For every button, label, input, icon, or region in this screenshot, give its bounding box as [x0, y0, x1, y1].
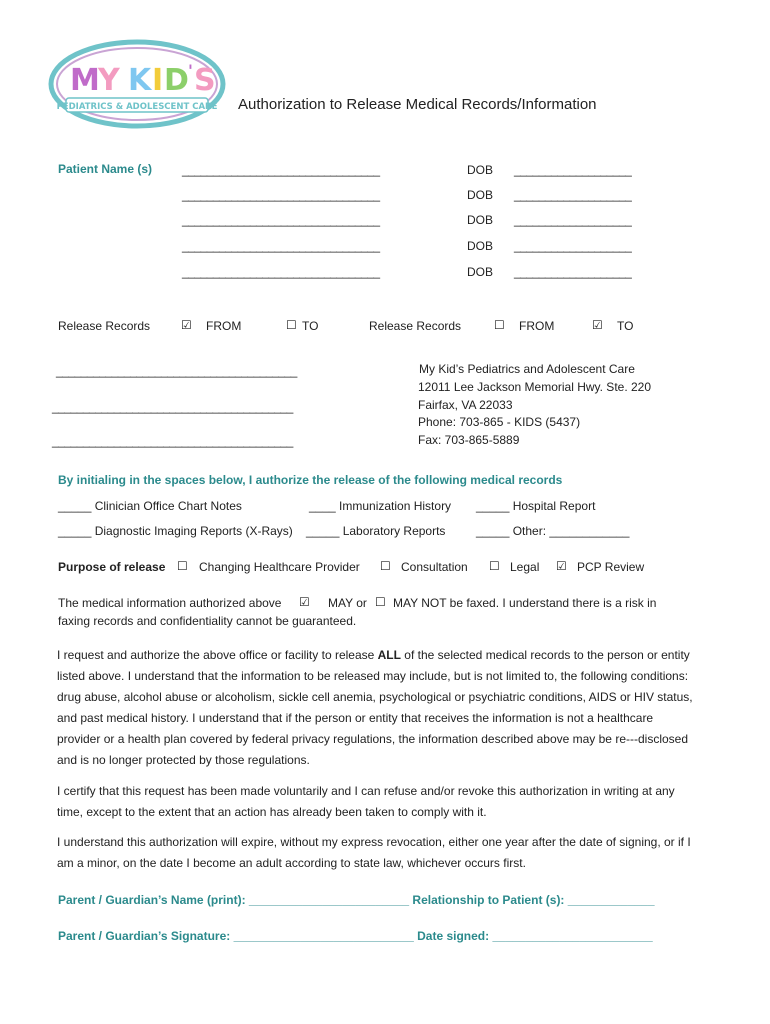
fax-maynot-checkbox[interactable]: ☐ — [375, 595, 386, 609]
release-to-label-right: TO — [617, 319, 634, 333]
svg-text:M: M — [70, 63, 100, 98]
authorization-paragraph: I request and authorize the above office or facility to release ALL of the selected medical records to the person or entity listed above. I understand that the information to be released may include, but is not limited to, the following conditions: drug abuse, alcohol abuse or alcoholism, sickle cell anemia, psychological or psychiatric conditions, AIDS or HIV status, and past medical history. I understand that if the person or entity that receives the information is not a healthcare provider or a health plan covered by federal privacy regulations, the information described above may be re---disclosed and is no longer protected by those regulations. — [57, 648, 693, 767]
dob-label-3: DOB — [467, 213, 494, 227]
purpose-pcp-checkbox[interactable]: ☑ — [556, 559, 567, 573]
svg-text:D: D — [164, 63, 189, 98]
dob-field-1[interactable]: ___________________ — [514, 163, 632, 177]
dob-label-5: DOB — [467, 265, 494, 279]
recipient-line-1[interactable]: _______________________________________ — [56, 364, 297, 378]
svg-text:S: S — [194, 63, 216, 98]
release-to-label-left: TO — [302, 319, 319, 333]
svg-text:K: K — [128, 63, 152, 98]
svg-text:I: I — [152, 63, 164, 98]
svg-text:PEDIATRICS & ADOLESCENT CARE: PEDIATRICS & ADOLESCENT CARE — [56, 102, 218, 112]
practice-name: My Kid’s Pediatrics and Adolescent Care — [419, 362, 635, 376]
practice-fax: Fax: 703-865-5889 — [418, 433, 520, 447]
purpose-consultation-checkbox[interactable]: ☐ — [380, 559, 391, 573]
dob-label-4: DOB — [467, 239, 494, 253]
guardian-name-line[interactable]: Parent / Guardian’s Name (print): ________________________ Relationship to Patient (s): _____________ — [58, 893, 655, 907]
release-records-label-right: Release Records — [369, 319, 462, 333]
patient-name-field-4[interactable]: ________________________________ — [182, 239, 380, 253]
fax-statement-line2: faxing records and confidentiality cannot be guaranteed. — [58, 614, 357, 628]
practice-city: Fairfax, VA 22033 — [418, 398, 513, 412]
purpose-legal-checkbox[interactable]: ☐ — [489, 559, 500, 573]
guardian-signature-line[interactable]: Parent / Guardian’s Signature: ___________________________ Date signed: ________________________ — [58, 929, 653, 943]
release-from-checkbox-left[interactable]: ☑ — [181, 318, 192, 332]
dob-field-5[interactable]: ___________________ — [514, 265, 632, 279]
recipient-line-3[interactable]: _______________________________________ — [52, 434, 293, 448]
patient-name-field-1[interactable]: ________________________________ — [182, 163, 380, 177]
expiration-paragraph: I understand this authorization will expire, without my express revocation, either one year after the date of signing, or if I am a minor, on the date I become an adult according to state law, whichever occurs first. — [57, 835, 691, 870]
release-to-checkbox-left[interactable]: ☐ — [286, 318, 297, 332]
patient-name-field-3[interactable]: ________________________________ — [182, 213, 380, 227]
practice-phone: Phone: 703-865 - KIDS (5437) — [418, 415, 581, 429]
dob-field-2[interactable]: ___________________ — [514, 188, 632, 202]
fax-may-label: MAY or — [328, 596, 367, 610]
record-item-hospital-report[interactable]: _____ Hospital Report — [476, 499, 596, 513]
fax-may-checkbox[interactable]: ☑ — [299, 595, 310, 609]
patient-name-field-2[interactable]: ________________________________ — [182, 188, 380, 202]
svg-text:Y: Y — [98, 63, 120, 98]
record-item-imaging[interactable]: _____ Diagnostic Imaging Reports (X-Rays) — [58, 524, 293, 538]
practice-logo — [48, 38, 226, 130]
patient-name-label: Patient Name (s) — [58, 162, 153, 176]
fax-statement-prefix: The medical information authorized above — [58, 596, 282, 610]
practice-street: 12011 Lee Jackson Memorial Hwy. Ste. 220 — [418, 380, 652, 394]
purpose-provider-checkbox[interactable]: ☐ — [177, 559, 188, 573]
record-item-chart-notes[interactable]: _____ Clinician Office Chart Notes — [58, 499, 242, 513]
record-item-other[interactable]: _____ Other: ____________ — [476, 524, 630, 538]
record-item-laboratory[interactable]: _____ Laboratory Reports — [306, 524, 446, 538]
dob-label-1: DOB — [467, 163, 494, 177]
dob-field-3[interactable]: ___________________ — [514, 213, 632, 227]
dob-label-2: DOB — [467, 188, 494, 202]
purpose-provider-label: Changing Healthcare Provider — [199, 560, 360, 574]
page-title: Authorization to Release Medical Records/Information — [238, 96, 597, 113]
purpose-consultation-label: Consultation — [401, 560, 468, 574]
voluntary-paragraph: I certify that this request has been made voluntarily and I can refuse and/or revoke this authorization in writing at any time, except to the extent that an action has already been taken to comply with it. — [57, 784, 675, 819]
release-from-checkbox-right[interactable]: ☐ — [494, 318, 505, 332]
recipient-line-2[interactable]: _______________________________________ — [52, 400, 293, 414]
records-heading: By initialing in the spaces below, I authorize the release of the following medical records — [58, 473, 563, 487]
release-from-label-left: FROM — [206, 319, 242, 333]
fax-maynot-label: MAY NOT be faxed. I understand there is a risk in — [393, 596, 657, 610]
purpose-legal-label: Legal — [510, 560, 540, 574]
release-to-checkbox-right[interactable]: ☑ — [592, 318, 603, 332]
record-item-immunization[interactable]: ____ Immunization History — [309, 499, 452, 513]
release-from-label-right: FROM — [519, 319, 555, 333]
dob-field-4[interactable]: ___________________ — [514, 239, 632, 253]
purpose-pcp-label: PCP Review — [577, 560, 645, 574]
release-records-label-left: Release Records — [58, 319, 151, 333]
svg-text:': ' — [188, 61, 193, 80]
purpose-label: Purpose of release — [58, 560, 166, 574]
patient-name-field-5[interactable]: ________________________________ — [182, 265, 380, 279]
